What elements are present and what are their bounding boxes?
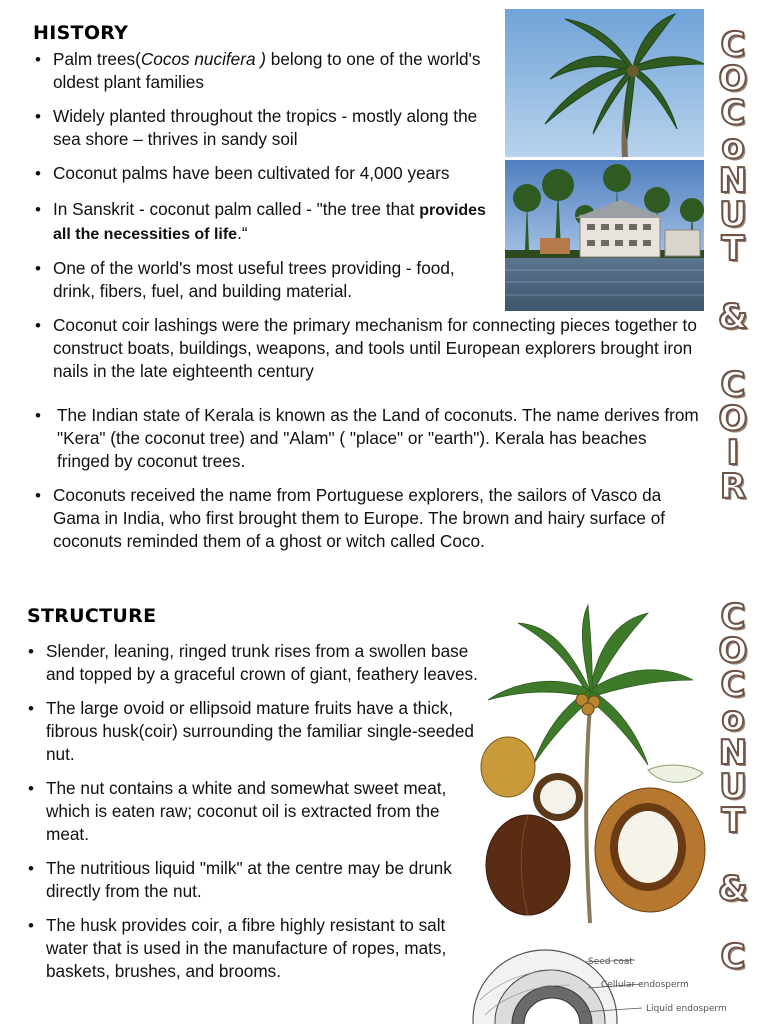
side-letter: I: [726, 433, 740, 473]
side-letter: N: [718, 733, 748, 773]
list-item: • The nutritious liquid "milk" at the centre may be drunk directly from the nut.: [24, 857, 479, 903]
history-list: [31, 48, 501, 303]
side-letter: C: [720, 597, 746, 637]
coconut-palm-illustration: [478, 605, 708, 925]
kerala-backwater-photo: [505, 160, 704, 311]
history-heading: HISTORY: [33, 22, 129, 44]
side-letter: O: [718, 399, 748, 439]
coconut-cross-section-diagram: [470, 940, 727, 1024]
side-letter: U: [719, 195, 747, 235]
list-item: • The nut contains a white and somewhat sweet meat, which is eaten raw; coconut oil is extracted from the meat.: [24, 777, 479, 846]
cellular-endosperm-label: Cellular endosperm: [601, 980, 689, 990]
list-item: • Coconut palms have been cultivated for 4,000 years: [31, 162, 501, 185]
list-item: • Coconut coir lashings were the primary mechanism for connecting pieces together to construct boats, buildings, weapons, and tools until European explorers brought iron nails in the late eighteenth century: [31, 314, 701, 383]
seed-coat-label: Seed coat: [588, 957, 633, 967]
side-title-coconut-repeat: [712, 597, 754, 977]
list-item: • The Indian state of Kerala is known as the Land of coconuts. The name derives from "Kera" (the coconut tree) and "Alam" ( "place" or "earth"). Kerala has beaches fringed by coconut trees.: [31, 404, 701, 473]
list-item: • One of the world's most useful trees providing - food, drink, fibers, fuel, and building material.: [31, 257, 501, 303]
side-letter: U: [719, 767, 747, 807]
side-letter: T: [721, 229, 745, 269]
list-item: • Coconuts received the name from Portuguese explorers, the sailors of Vasco da Gama in India, who first brought them to Europe. The brown and hairy surface of coconuts reminded them of a ghost or witch called Coco.: [31, 484, 701, 553]
list-item: • Widely planted throughout the tropics - mostly along the sea shore – thrives in sandy soil: [31, 105, 501, 151]
side-letter: &: [718, 869, 748, 909]
side-letter: C: [720, 25, 746, 65]
side-letter: o: [721, 699, 745, 739]
list-item: • Slender, leaning, ringed trunk rises from a swollen base and topped by a graceful crown of giant, feathery leaves.: [24, 640, 479, 686]
list-item: • The large ovoid or ellipsoid mature fruits have a thick, fibrous husk(coir) surrounding the familiar single-seeded nut.: [24, 697, 479, 766]
side-letter: O: [718, 59, 748, 99]
list-item: • In Sanskrit - coconut palm called - "the tree that provides all the necessities of life.“: [31, 198, 501, 246]
side-letter: o: [721, 127, 745, 167]
palm-tree-photo: [505, 9, 704, 157]
structure-list: [24, 640, 479, 983]
list-item: • Palm trees(Cocos nucifera ) belong to one of the world's oldest plant families: [31, 48, 501, 94]
side-letter: O: [718, 631, 748, 671]
side-letter: C: [720, 365, 746, 405]
side-letter: C: [720, 665, 746, 705]
side-letter: C: [720, 937, 746, 977]
liquid-endosperm-label: Liquid endosperm: [646, 1004, 727, 1014]
side-letter: R: [719, 467, 747, 507]
side-title-coconut-coir: [712, 25, 754, 507]
side-letter: N: [718, 161, 748, 201]
structure-heading: STRUCTURE: [27, 605, 157, 627]
side-letter: &: [718, 297, 748, 337]
side-letter: T: [721, 801, 745, 841]
side-letter: C: [720, 93, 746, 133]
history-list-wide: [31, 314, 701, 553]
list-item: • The husk provides coir, a fibre highly resistant to salt water that is used in the manufacture of ropes, mats, baskets, brushes, and brooms.: [24, 914, 479, 983]
